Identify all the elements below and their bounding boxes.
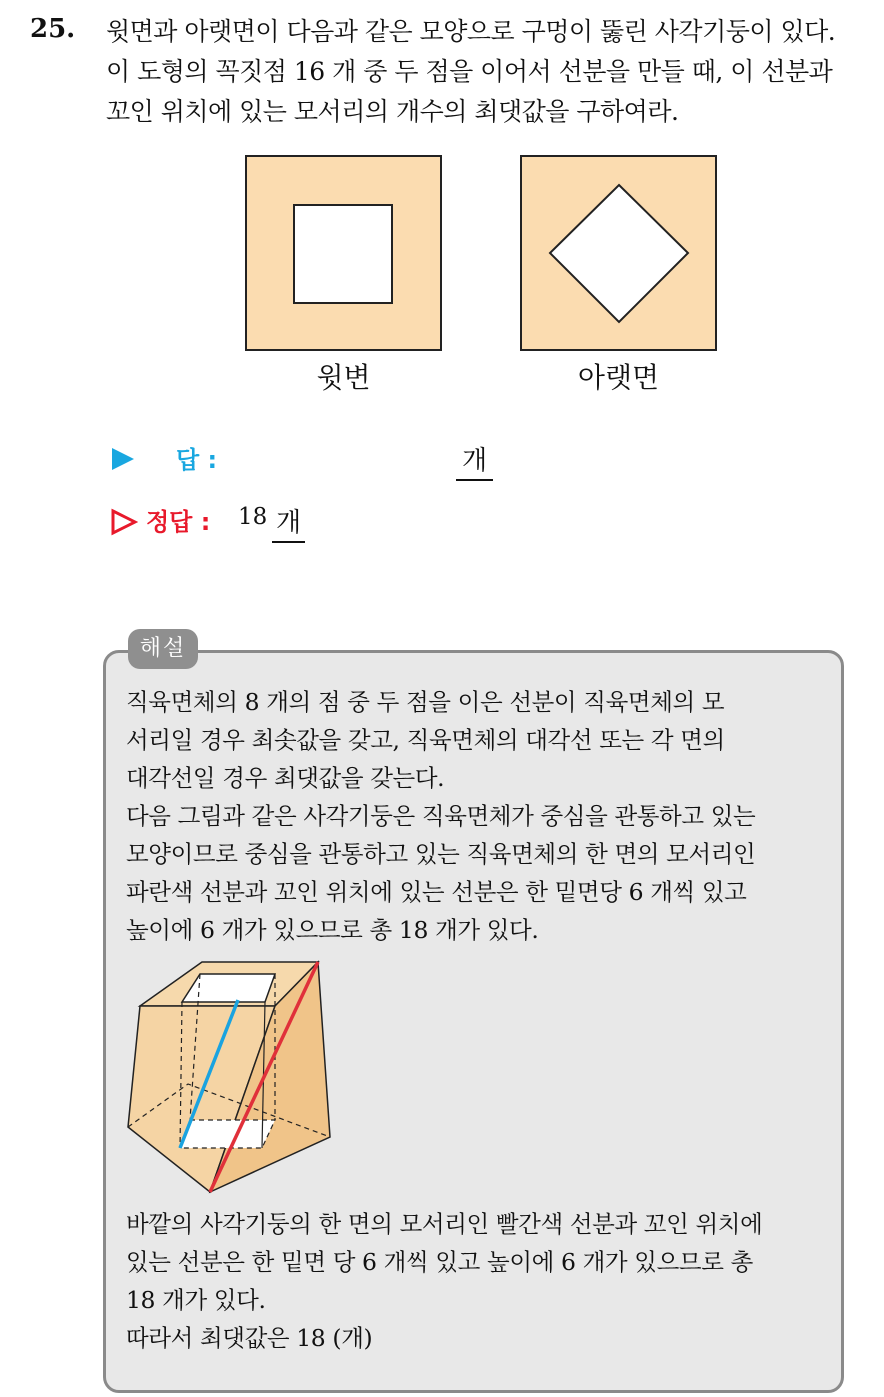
solution-line: 직육면체의 8 개의 점 중 두 점을 이은 선분이 직육면체의 모 [126,688,725,716]
solution-line: 따라서 최댓값은 18 (개) [126,1324,373,1352]
top-face-caption: 윗변 [316,361,371,394]
question-number: 25. [30,14,76,44]
question-line: 윗면과 아랫면이 다음과 같은 모양으로 구멍이 뚫린 사각기둥이 있다. [106,17,836,46]
solution-text-top [126,683,826,949]
top-face-square-hole [247,157,440,349]
answer-label: 답 : [176,446,218,474]
bottom-face-caption: 아랫면 [577,361,660,394]
answer-arrow-icon [110,446,136,472]
bottom-face-figure [520,155,717,351]
solution-text-bottom [126,1205,826,1357]
solution-line: 서리일 경우 최솟값을 갖고, 직육면체의 대각선 또는 각 면의 [126,726,725,754]
solution-line: 18 개가 있다. [126,1286,266,1314]
bottom-face-diamond-hole [522,157,715,349]
top-face-figure [245,155,442,351]
solution-line: 모양이므로 중심을 관통하고 있는 직육면체의 한 면의 모서리인 [126,840,756,868]
solution-tag: 해설 [128,629,198,669]
prism-3d-figure [120,952,340,1202]
question-line: 이 도형의 꼭짓점 16 개 중 두 점을 이어서 선분을 만들 때, 이 선분과 [106,57,833,86]
solution-line: 파란색 선분과 꼬인 위치에 있는 선분은 한 밑면당 6 개씩 있고 [126,878,747,906]
correct-unit: 개 [272,502,305,543]
solution-line: 바깥의 사각기둥의 한 면의 모서리인 빨간색 선분과 꼬인 위치에 [126,1210,763,1238]
correct-value: 18 [238,504,268,530]
correct-label: 정답 : [146,508,211,536]
solution-line: 대각선일 경우 최댓값을 갖는다. [126,764,445,792]
answer-row [110,440,510,480]
question-line: 꼬인 위치에 있는 모서리의 개수의 최댓값을 구하여라. [106,97,679,126]
answer-unit[interactable]: 개 [456,440,493,481]
correct-arrow-icon [110,508,138,536]
correct-answer-row [110,502,510,542]
solution-line: 높이에 6 개가 있으므로 총 18 개가 있다. [126,916,539,944]
question-text [106,12,876,132]
solution-line: 있는 선분은 한 밑면 당 6 개씩 있고 높이에 6 개가 있으므로 총 [126,1248,753,1276]
solution-line: 다음 그림과 같은 사각기둥은 직육면체가 중심을 관통하고 있는 [126,802,756,830]
